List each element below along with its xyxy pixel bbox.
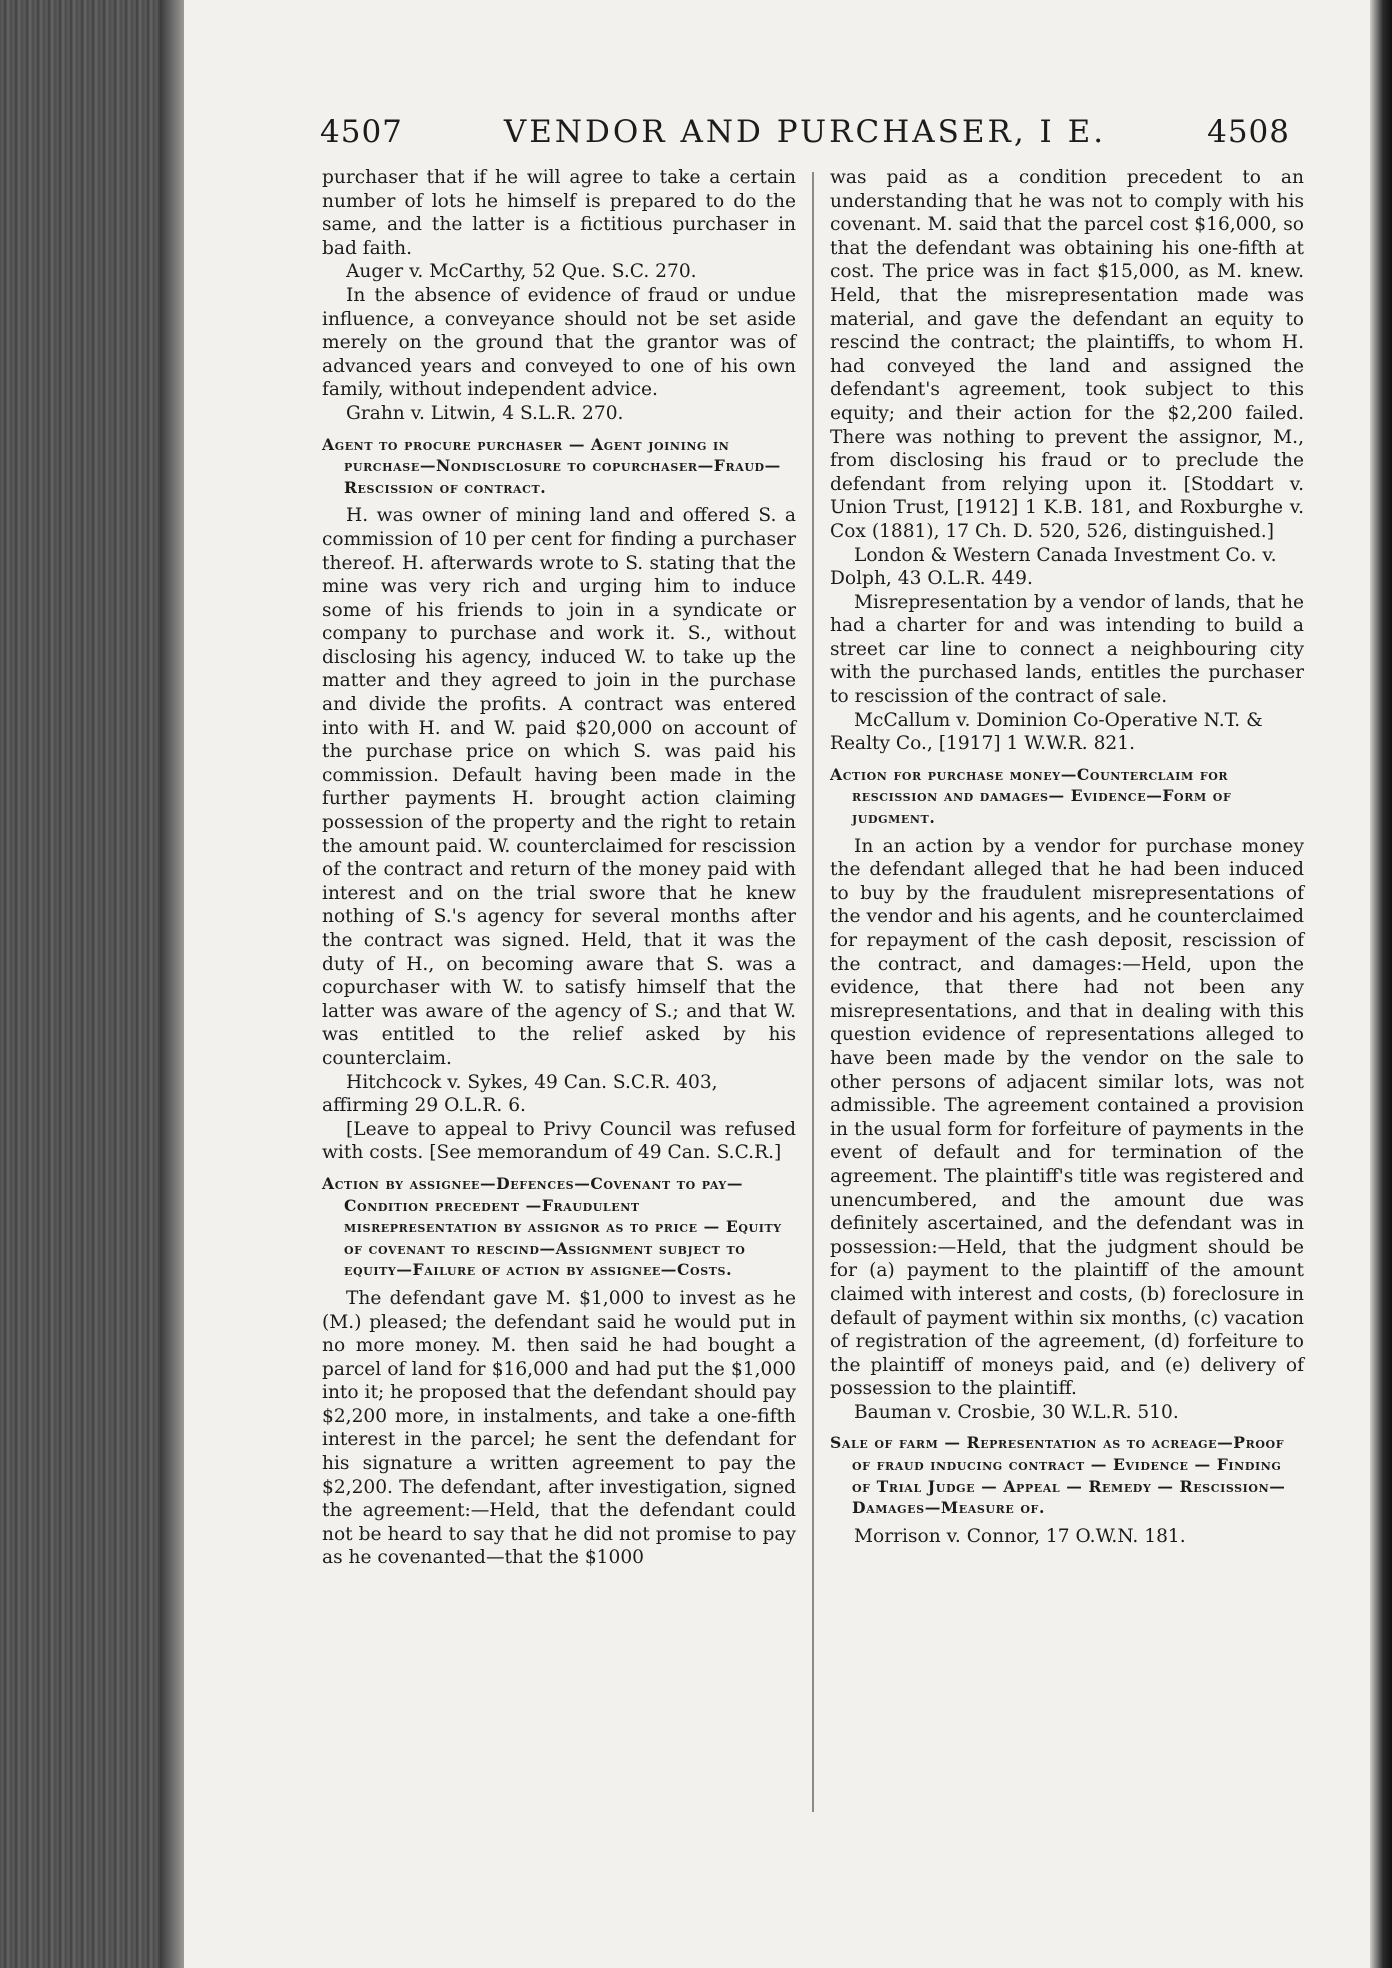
section-heading: Action by assignee—Defences—Covenant to pay—Condition precedent —Fraudulent misrepresentation by assignor as to price — Equity of covenant to rescind—Assignment subject to equity—Failure of action by assignee—Costs. bbox=[322, 1173, 782, 1280]
column-divider bbox=[812, 172, 814, 1812]
paragraph: In the absence of evidence of fraud or undue influence, a conveyance should not be set aside merely on the ground that the grantor was of advanced years and conveyed to one of his own family, without independent advice. bbox=[322, 284, 796, 401]
paragraph: was paid as a condition precedent to an understanding that he was not to comply with his covenant. M. said that the parcel cost $16,000, so that the defendant was obtaining his one-fifth at cost. The price was in fact $15,000, as M. knew. Held, that the misrepresentation made was material, and gave the defendant an equity to rescind the contract; the plaintiffs, to whom H. had conveyed the land and assigned the defendant's agreement, took subject to this equity; and their action for the $2,200 failed. There was nothing to prevent the assignor, M., from disclosing his fraud or to preclude the defendant from relying upon it. [Stoddart v. Union Trust, [1912] 1 K.B. 181, and Roxburghe v. Cox (1881), 17 Ch. D. 520, 526, distinguished.] bbox=[830, 167, 1304, 542]
section-heading: Agent to procure purchaser — Agent joining in purchase—Nondisclosure to copurchaser—Fraud—Rescission of contract. bbox=[322, 434, 781, 497]
page-right-edge bbox=[1370, 0, 1392, 1968]
paragraph: H. was owner of mining land and offered S. a commission of 10 per cent for finding a purchaser thereof. H. afterwards wrote to S. stating that the mine was very rich and urging him to induce some of his friends to join in a syndicate or company to purchase and work it. S., without disclosing his agency, induced W. to take up the matter and they agreed to join in the purchase and divide the profits. A contract was entered into with H. and W. paid $20,000 on account of the purchase price on which S. was paid his commission. Default having been made in the further payments H. brought action claiming possession of the property and the right to retain the amount paid. W. counterclaimed for rescission of the contract and return of the money paid with interest and on the trial swore that he knew nothing of S.'s agency for several months after the contract was signed. Held, that it was the duty of H., on becoming aware that S. was a copurchaser with W. to satisfy himself that the latter was aware of the agency of S.; and that W. was entitled to the relief asked by his counterclaim. bbox=[322, 505, 796, 1069]
section-heading: Action for purchase money—Counterclaim for rescission and damages— Evidence—Form of judgment. bbox=[830, 764, 1232, 828]
left-column bbox=[322, 166, 796, 1570]
page-header bbox=[320, 114, 1290, 158]
book-spine-edge bbox=[0, 0, 178, 1968]
paragraph: The defendant gave M. $1,000 to invest as he (M.) pleased; the defendant said he would put in no more money. M. then said he had bought a parcel of land for $16,000 and had put the $1,000 into it; he proposed that the defendant should pay $2,200 more, in instalments, and take a one-fifth interest in the parcel; he sent the defendant for his signature a written agreement to pay the $2,200. The defendant, after investigation, signed the agreement:—Held, that the defendant could not be heard to say that he did not promise to pay as he covenanted—that the $1000 bbox=[322, 1287, 796, 1569]
page-number-left: 4507 bbox=[320, 114, 403, 150]
case-citation: London & Western Canada Investment Co. v. Dolph, 43 O.L.R. 449. bbox=[830, 544, 1277, 590]
gutter-shadow bbox=[160, 0, 184, 1968]
running-title: VENDOR AND PURCHASER, I E. bbox=[503, 114, 1107, 150]
page-number-right: 4508 bbox=[1207, 114, 1290, 150]
case-citation: Morrison v. Connor, 17 O.W.N. 181. bbox=[854, 1525, 1186, 1547]
paragraph: In an action by a vendor for purchase money the defendant alleged that he had been induced to buy by the fraudulent misrepresentations of the vendor and his agents, and he counterclaimed for repayment of the cash deposit, rescission of the contract, and damages:—Held, upon the evidence, that there had not been any misrepresentations, and that in dealing with this question evidence of representations alleged to have been made by the vendor on the sale to other persons of adjacent similar lots, was not admissible. The agreement contained a provision in the usual form for forfeiture of payments in the event of default and for termination of the agreement. The plaintiff's title was registered and unencumbered, and the amount due was definitely ascertained, and the defendant was in possession:—Held, that the judgment should be for (a) payment to the plaintiff of the amount claimed with interest and costs, (b) foreclosure in default of payment within six months, (c) vacation of registration of the agreement, (d) forfeiture to the plaintiff of moneys paid, and (e) delivery of possession to the plaintiff. bbox=[830, 835, 1304, 1400]
case-citation: Grahn v. Litwin, 4 S.L.R. 270. bbox=[346, 402, 624, 424]
right-column bbox=[830, 166, 1304, 1548]
case-citation: Auger v. McCarthy, 52 Que. S.C. 270. bbox=[346, 261, 697, 283]
case-citation: Bauman v. Crosbie, 30 W.L.R. 510. bbox=[854, 1401, 1179, 1423]
case-citation: Hitchcock v. Sykes, 49 Can. S.C.R. 403, affirming 29 O.L.R. 6. bbox=[322, 1071, 718, 1117]
paragraph: purchaser that if he will agree to take a certain number of lots he himself is prepared to do the same, and the latter is a fictitious purchaser in bad faith. bbox=[322, 167, 796, 259]
paragraph: [Leave to appeal to Privy Council was refused with costs. [See memorandum of 49 Can. S.C.R.] bbox=[322, 1118, 796, 1164]
paragraph: Misrepresentation by a vendor of lands, that he had a charter for and was intending to build a street car line to connect a neighbouring city with the purchased lands, entitles the purchaser to rescission of the contract of sale. bbox=[830, 591, 1304, 708]
case-citation: McCallum v. Dominion Co-Operative N.T. & Realty Co., [1917] 1 W.W.R. 821. bbox=[830, 709, 1263, 755]
section-heading: Sale of farm — Representation as to acreage—Proof of fraud inducing contract — Evidence — Finding of Trial Judge — Appeal — Remedy — Rescission—Damages—Measure of. bbox=[830, 1433, 1286, 1518]
